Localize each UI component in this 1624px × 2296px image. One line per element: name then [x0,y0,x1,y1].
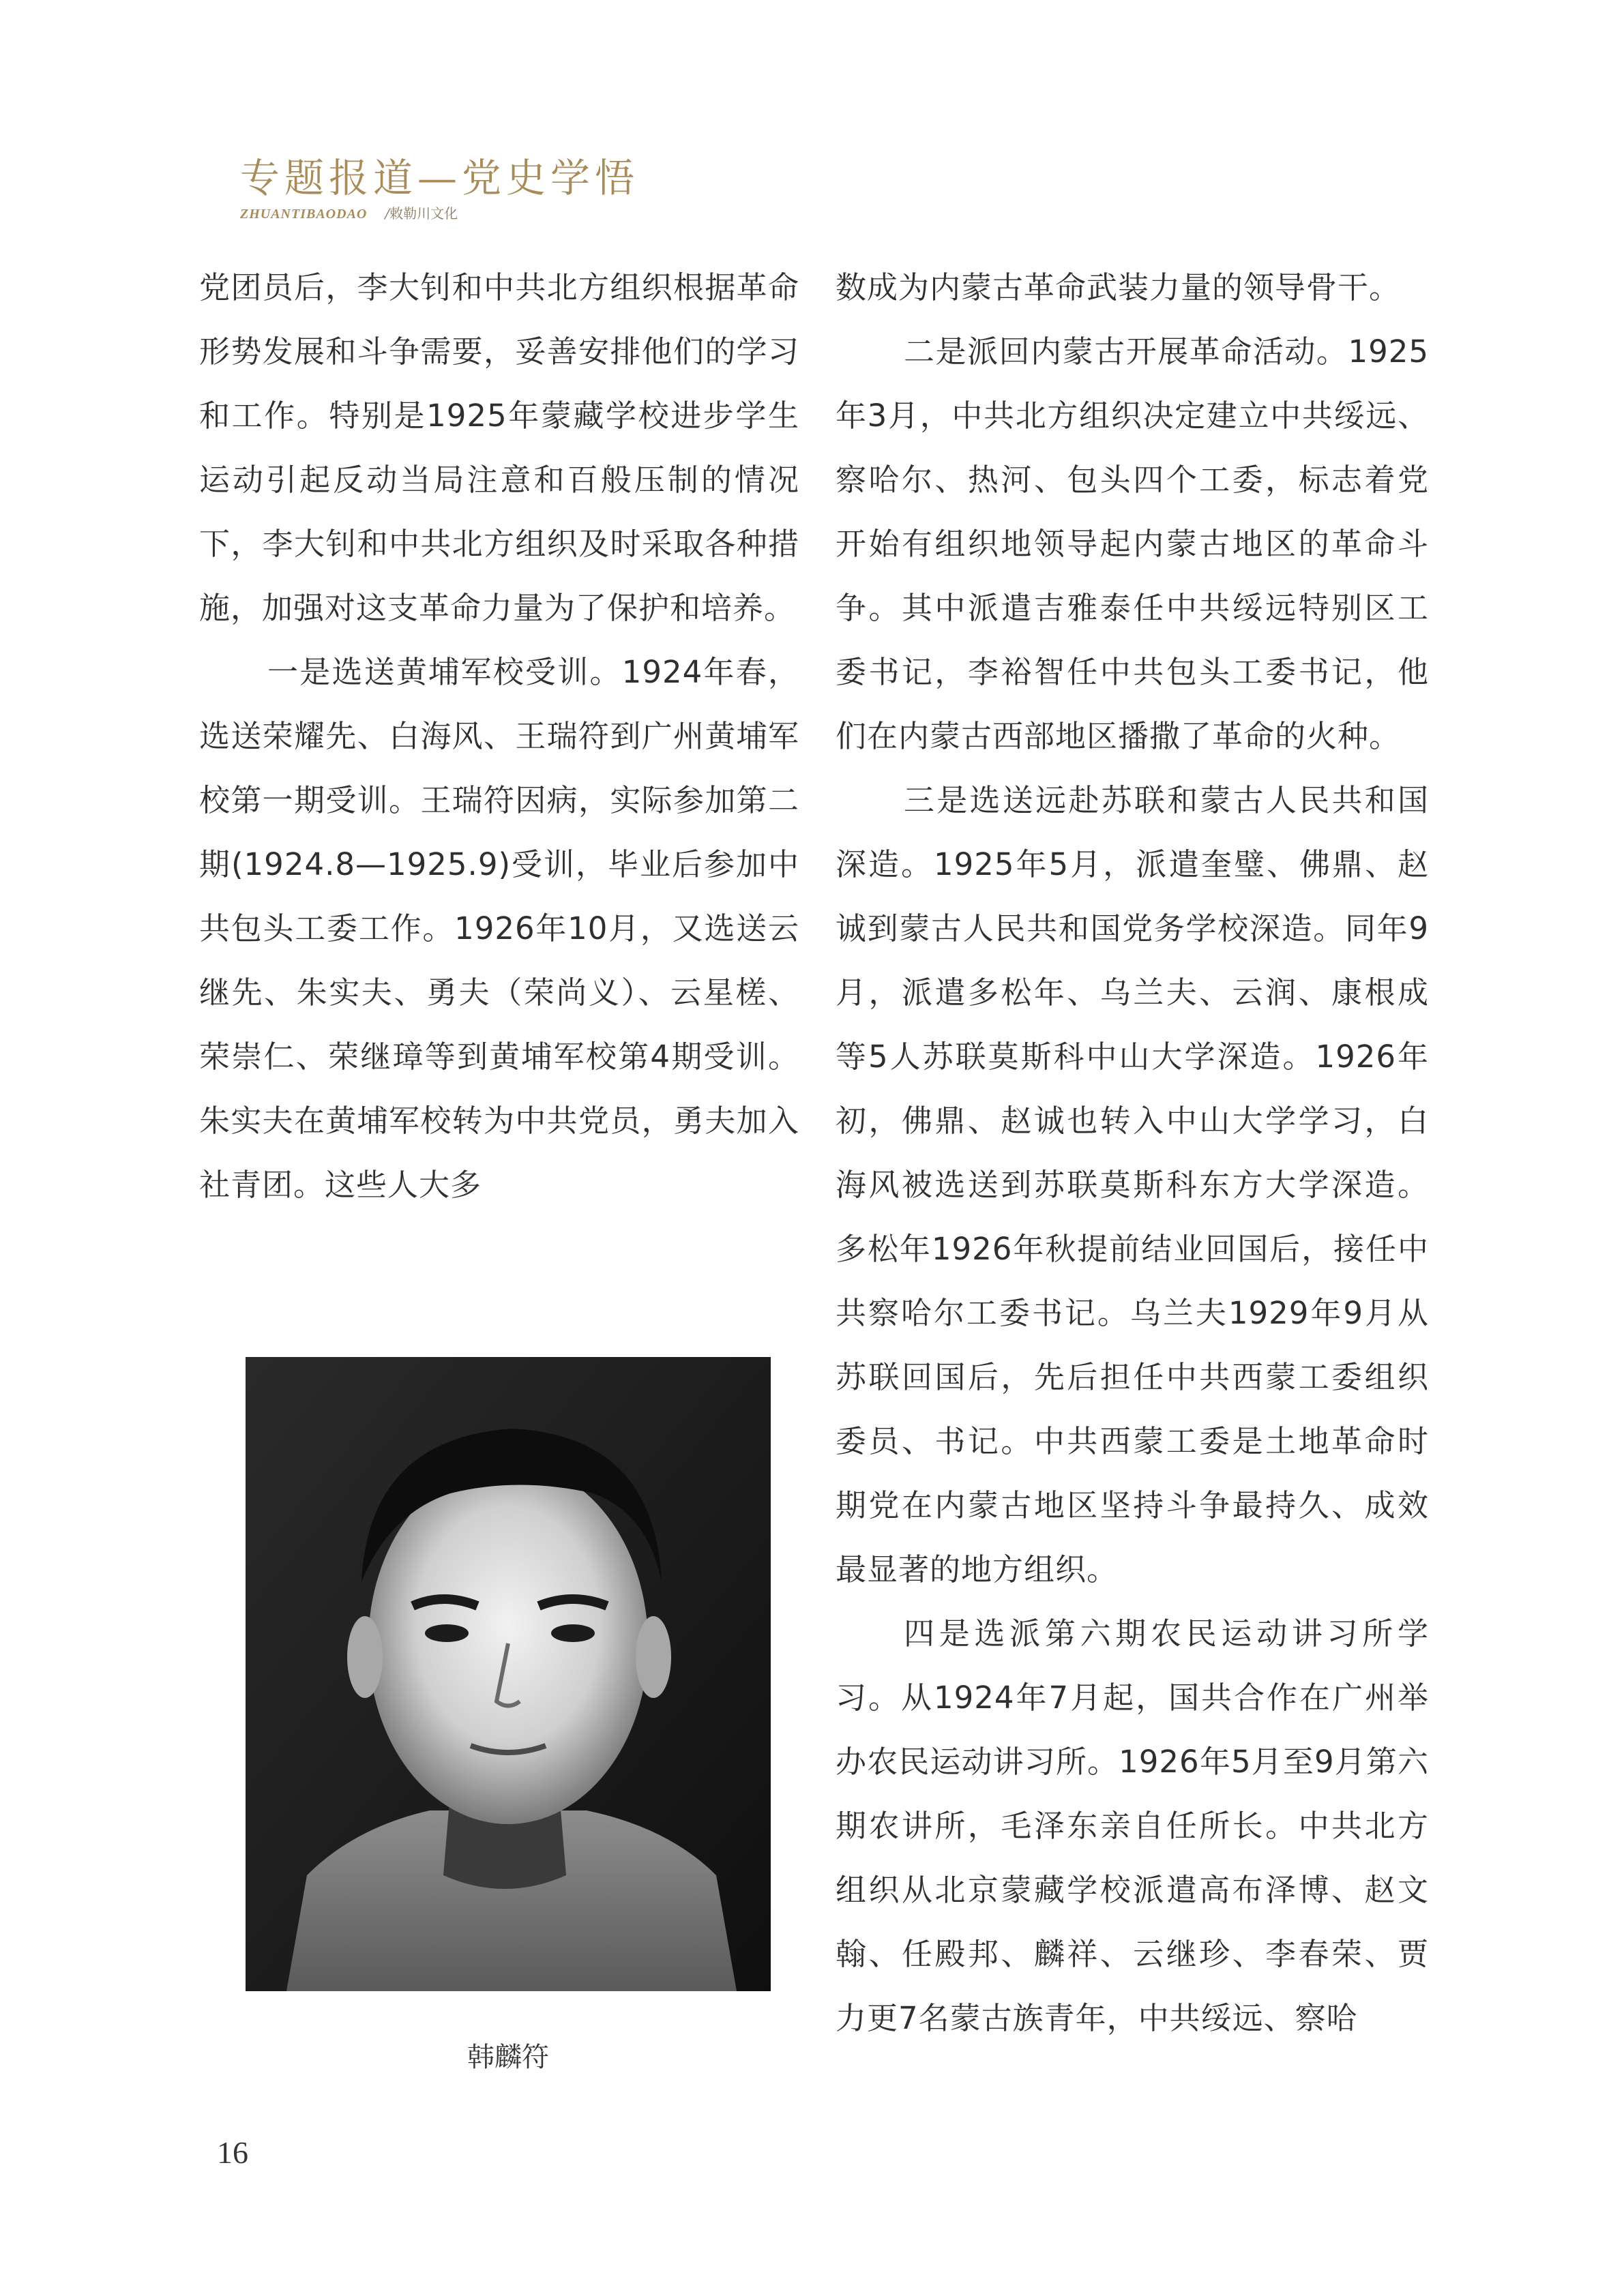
paragraph: 二是派回内蒙古开展革命活动。1925年3月，中共北方组织决定建立中共绥远、察哈尔、热河、包头四个工委，标志着党开始有组织地领导起内蒙古地区的革命斗争。其中派遣吉雅泰任中共绥远特别区工委书记，李裕智任中共包头工委书记，他们在内蒙古西部地区播撒了革命的火种。 [836,333,1429,754]
page-header [240,155,922,223]
section-pinyin: ZHUANTIBAODAO [240,207,368,222]
paragraph: 三是选送远赴苏联和蒙古人民共和国深造。1925年5月，派遣奎璧、佛鼎、赵诚到蒙古人民共和国党务学校深造。同年9月，派遣多松年、乌兰夫、云润、康根成等5人苏联莫斯科中山大学深造。1926年初，佛鼎、赵诚也转入中山大学学习，白海风被选送到苏联莫斯科东方大学深造。多松年1926年秋提前结业回国后，接任中共察哈尔工委书记。乌兰夫1929年9月从苏联回国后，先后担任中共西蒙工委组织委员、书记。中共西蒙工委是土地革命时期党在内蒙古地区坚持斗争最持久、成效最显著的地方组织。 [836,782,1429,1587]
paragraph: 四是选派第六期农民运动讲习所学习。从1924年7月起，国共合作在广州举办农民运动讲习所。1926年5月至9月第六期农讲所，毛泽东亲自任所长。中共北方组织从北京蒙藏学校派遣高布泽博、赵文翰、任殿邦、麟祥、云继珍、李春荣、贾力更7名蒙古族青年，中共绥远、察哈 [836,1615,1429,2036]
photo-caption: 韩麟符 [467,2042,549,2073]
page-number: 16 [217,2135,248,2170]
portrait-photo [246,1357,771,1991]
right-column [836,256,1429,2051]
section-title: 专题报道—党史学悟 [240,155,640,201]
left-column [199,256,799,1217]
paragraph: 党团员后，李大钊和中共北方组织根据革命形势发展和斗争需要，妥善安排他们的学习和工作。特别是1925年蒙藏学校进步学生运动引起反动当局注意和百般压制的情况下，李大钊和中共北方组织及时采取各种措施，加强对这支革命力量为了保护和培养。 [199,269,799,626]
section-subtitle [240,205,922,223]
magazine-brand: 敕勒川文化 [389,205,458,222]
paragraph: 一是选送黄埔军校受训。1924年春，选送荣耀先、白海风、王瑞符到广州黄埔军校第一期受训。王瑞符因病，实际参加第二期(1924.8—1925.9)受训，毕业后参加中共包头工委工作。1926年10月，又选送云继先、朱实夫、勇夫（荣尚义）、云星槎、荣崇仁、荣继璋等到黄埔军校第4期受训。朱实夫在黄埔军校转为中共党员，勇夫加入社青团。这些人大多 [199,654,799,1203]
header-slash: / [385,205,390,222]
paragraph: 数成为内蒙古革命武装力量的领导骨干。 [836,269,1401,305]
